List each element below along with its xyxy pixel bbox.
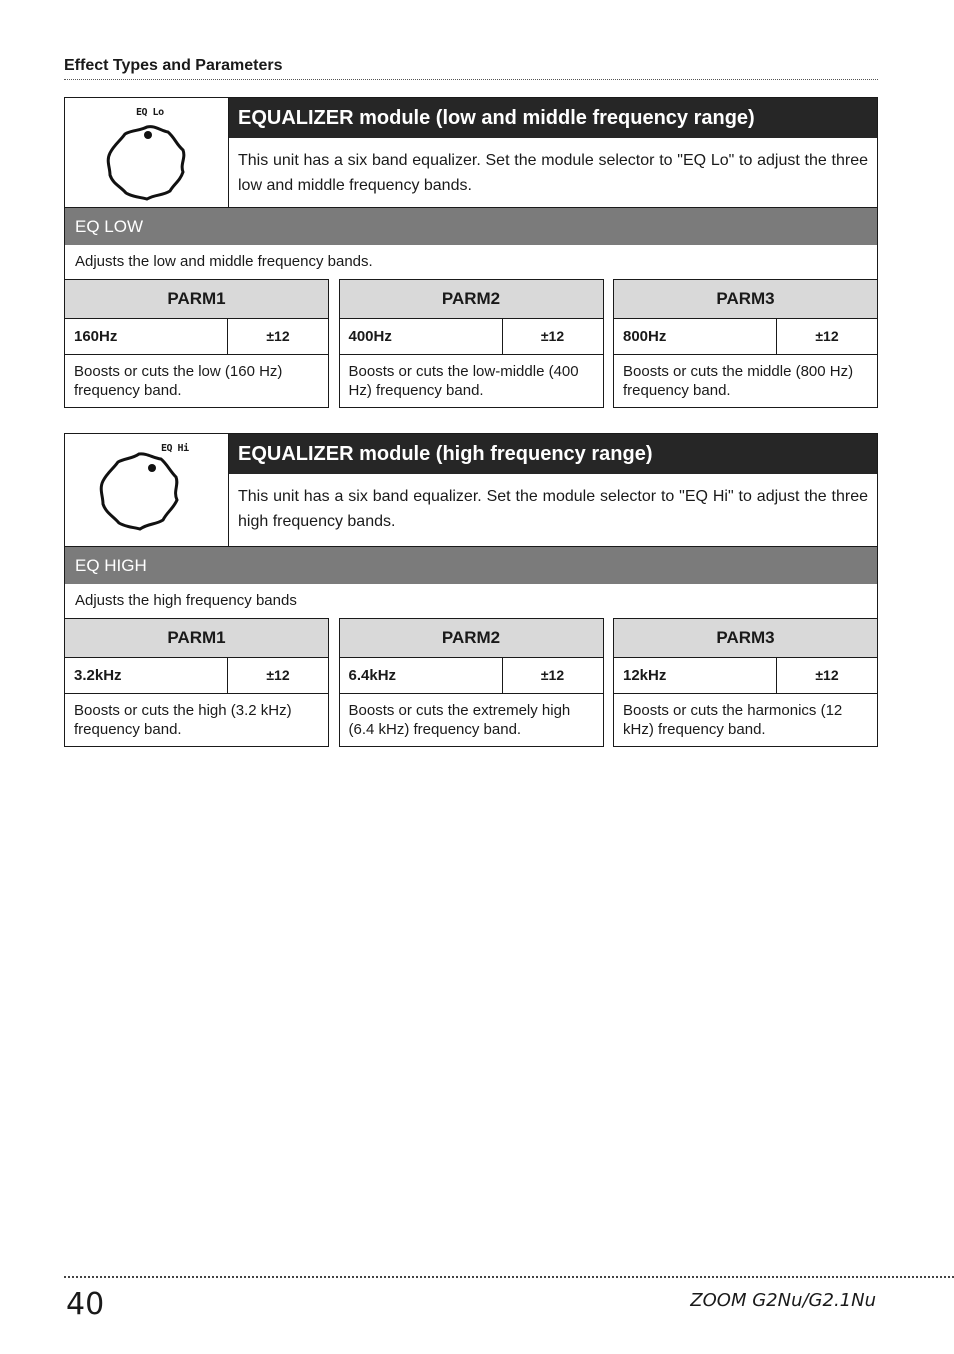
knob-label: EQ Lo	[136, 107, 164, 118]
parm-label: PARM1	[65, 280, 328, 319]
parameter-tables	[64, 279, 878, 408]
module-title: EQUALIZER module (high frequency range)	[229, 434, 877, 474]
parm-row	[340, 319, 603, 355]
parm-name: 800Hz	[614, 319, 777, 354]
module-header	[64, 97, 878, 208]
parm-row	[614, 658, 877, 694]
parm1-table	[64, 618, 329, 747]
parm-range: ±12	[266, 667, 290, 683]
parm-name: 12kHz	[614, 658, 777, 693]
parm-name: 400Hz	[340, 319, 503, 354]
parm-description: Boosts or cuts the high (3.2 kHz) frequency band.	[74, 702, 292, 738]
parm-label: PARM3	[614, 619, 877, 658]
parm-row	[65, 658, 328, 694]
module-header	[64, 433, 878, 547]
parm-name: 160Hz	[65, 319, 228, 354]
parm-description: Boosts or cuts the low-middle (400 Hz) frequency band.	[348, 363, 579, 399]
knob-illustration	[65, 98, 229, 207]
parm-label: PARM2	[340, 619, 603, 658]
knob-icon	[65, 98, 229, 210]
page-number: 40	[66, 1287, 105, 1322]
effect-name: EQ HIGH	[64, 547, 878, 584]
parm-label: PARM1	[65, 619, 328, 658]
model-name: ZOOM G2Nu/G2.1Nu	[690, 1290, 876, 1311]
module-title: EQUALIZER module (low and middle frequency range)	[229, 98, 877, 138]
effect-name: EQ LOW	[64, 208, 878, 245]
parm2-table	[339, 618, 604, 747]
parm-range: ±12	[540, 328, 565, 344]
parm-range: ±12	[815, 667, 839, 683]
parm-label: PARM2	[340, 280, 603, 319]
section-title: Effect Types and Parameters	[64, 57, 878, 80]
parm-row	[65, 319, 328, 355]
parameter-tables	[64, 618, 878, 747]
parm3-table	[613, 618, 878, 747]
parm-range: ±12	[540, 667, 565, 683]
parm-description: Boosts or cuts the low (160 Hz) frequency band.	[74, 363, 283, 399]
knob-icon	[65, 434, 229, 538]
parm-row	[614, 319, 877, 355]
effect-description: Adjusts the high frequency bands	[64, 584, 878, 618]
effect-description: Adjusts the low and middle frequency bands.	[64, 245, 878, 279]
parm-row	[340, 658, 603, 694]
parm-range: ±12	[266, 328, 290, 344]
equalizer-low-module	[64, 97, 878, 408]
parm-name: 3.2kHz	[65, 658, 228, 693]
parm-description: Boosts or cuts the extremely high (6.4 kHz) frequency band.	[348, 702, 571, 738]
parm-description: Boosts or cuts the middle (800 Hz) frequency band.	[623, 363, 854, 399]
parm-description: Boosts or cuts the harmonics (12 kHz) frequency band.	[623, 702, 843, 738]
parm1-table	[64, 279, 329, 408]
parm3-table	[613, 279, 878, 408]
footer-divider	[64, 1276, 954, 1278]
knob-label: EQ Hi	[161, 443, 189, 454]
parm2-table	[339, 279, 604, 408]
parm-label: PARM3	[614, 280, 877, 319]
parm-name: 6.4kHz	[340, 658, 503, 693]
parm-range: ±12	[815, 328, 839, 344]
equalizer-high-module	[64, 433, 878, 747]
module-description: This unit has a six band equalizer. Set the module selector to "EQ Hi" to adjust the three high frequency bands.	[238, 488, 868, 530]
module-description: This unit has a six band equalizer. Set the module selector to "EQ Lo" to adjust the three low and middle frequency bands.	[238, 152, 868, 194]
knob-illustration	[65, 434, 229, 546]
